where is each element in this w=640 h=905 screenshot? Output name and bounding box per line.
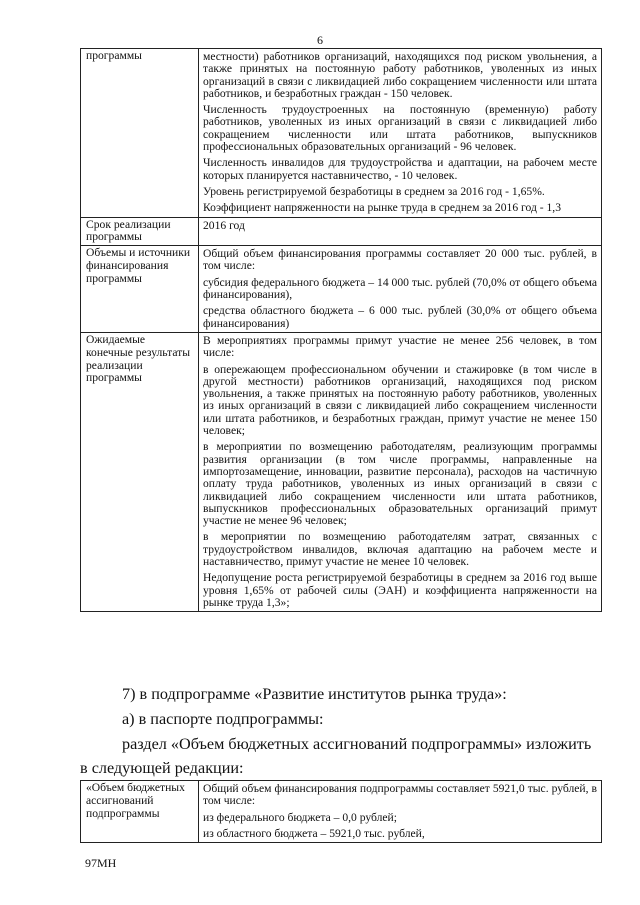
paragraph: В мероприятиях программы примут участие не менее 256 человек, в том числе: xyxy=(203,333,597,360)
body-text-line: а) в паспорте подпрограммы: xyxy=(122,710,324,728)
paragraph: Общий объем финансирования программы составляет 20 000 тыс. рублей, в том числе: xyxy=(203,247,597,273)
paragraph: Уровень регистрируемой безработицы в среднем за 2016 год - 1,65%. xyxy=(203,184,545,198)
row-label: Срок реализации программы xyxy=(81,217,199,246)
row-value xyxy=(199,217,602,246)
row-label: программы xyxy=(81,49,199,218)
table-row-term xyxy=(81,217,602,246)
paragraph: Коэффициент напряженности на рынке труда в среднем за 2016 год - 1,3 xyxy=(203,201,562,215)
paragraph: субсидия федерального бюджета – 14 000 тыс. рублей (70,0% от общего объема финансирования), xyxy=(203,275,597,302)
row-label: Ожидаемые конечные результаты реализации программы xyxy=(81,332,199,611)
body-text-line: раздел «Объем бюджетных ассигнований подпрограммы» изложить xyxy=(122,735,592,753)
paragraph: местности) работников организаций, находящихся под риском увольнения, а также принятых на постоянную работу работников, уволенных из иных организаций в связи с ликвидацией либо сокращением численности или штата работников, и безработных граждан - 150 человек. xyxy=(203,50,597,100)
table-row-budget xyxy=(81,781,602,843)
row-label: «Объем бюджетных ассигнований подпрограммы xyxy=(81,781,199,843)
paragraph: Общий объем финансирования подпрограммы составляет 5921,0 тыс. рублей, в том числе: xyxy=(203,782,597,808)
paragraph: из федерального бюджета – 0,0 рублей; xyxy=(203,810,397,824)
row-value xyxy=(199,781,602,843)
paragraph: Численность инвалидов для трудоустройства и адаптации, на рабочем месте которых планируется наставничество, - 10 человек. xyxy=(203,156,597,182)
row-value xyxy=(199,49,602,218)
footer-code: 97МН xyxy=(85,856,117,870)
row-value xyxy=(199,332,602,611)
paragraph: в мероприятии по возмещению работодателям, реализующим программы развития организации (в том числе программы, направленные на импортозамещение, инновации, развитие персонала), расходов на частичную оплату труда работников, уволенных из иных организаций в связи с ликвидацией либо сокращением численности или штата работников, выпускников профессиональных образовательных организаций примут участие не менее 96 человек; xyxy=(203,440,597,528)
paragraph: Численность трудоустроенных на постоянную (временную) работу работников, уволенных из иных организаций в связи с ликвидацией либо сокращением численности или штата работников, выпускников профессиональных образовательных организаций - 96 человек. xyxy=(203,103,597,154)
paragraph: средства областного бюджета – 6 000 тыс. рублей (30,0% от общего объема финансирования) xyxy=(203,304,597,330)
table-row-funding xyxy=(81,246,602,333)
paragraph: из областного бюджета – 5921,0 тыс. рублей, xyxy=(203,826,425,840)
row-label: Объемы и источники финансирования программы xyxy=(81,246,199,333)
paragraph: в мероприятии по возмещению работодателям затрат, связанных с трудоустройством инвалидов, включая адаптацию на рабочем месте и наставничество, примут участие не менее 10 человек. xyxy=(203,530,597,568)
paragraph: Недопущение роста регистрируемой безработицы в среднем за 2016 год выше уровня 1,65% от рабочей силы (ЭАН) и коэффициента напряженности на рынке труда 1,3»; xyxy=(203,571,597,609)
table-row-indicators xyxy=(81,49,602,218)
row-value xyxy=(199,246,602,333)
page-number: 6 xyxy=(317,33,323,47)
subprogram-budget-table xyxy=(80,780,602,843)
paragraph: 2016 год xyxy=(203,218,245,232)
body-text-line: в следующей редакции: xyxy=(80,759,244,777)
body-text-line: 7) в подпрограмме «Развитие институтов рынка труда»: xyxy=(122,685,507,703)
table-row-results xyxy=(81,332,602,611)
paragraph: в опережающем профессиональном обучении и стажировке (в том числе в другой местности) работников организаций, находящихся под риском увольнения, а также принятых на постоянную работу работников, уволенных из иных организаций в связи с ликвидацией либо сокращением численности или штата работников, и безработных граждан, примут участие не менее 150 человек; xyxy=(203,362,597,438)
program-passport-table xyxy=(80,48,602,612)
